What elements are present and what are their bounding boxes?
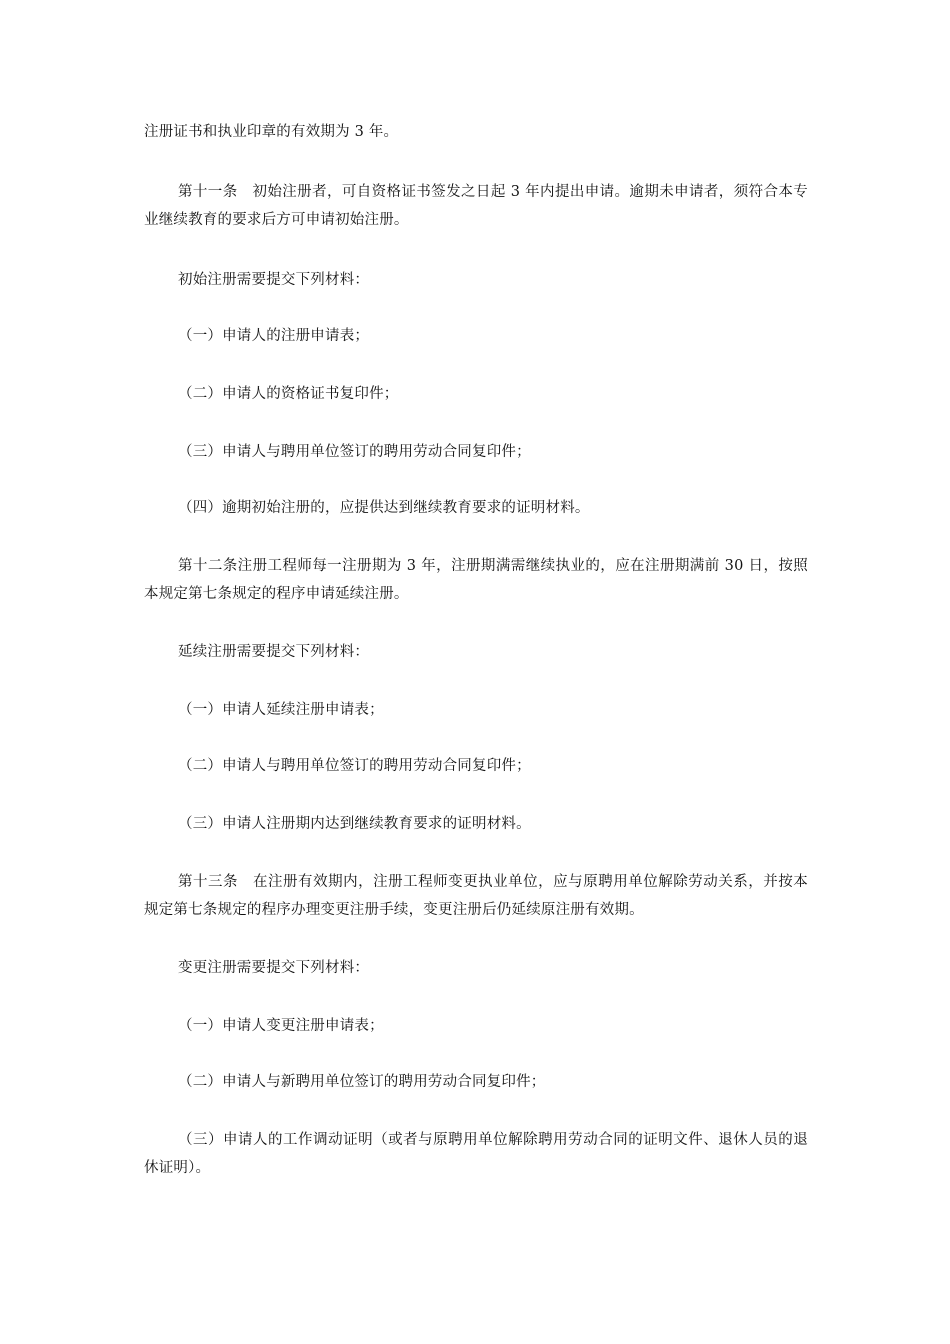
paragraph-article-11: 第十一条 初始注册者，可自资格证书签发之日起 3 年内提出申请。逾期未申请者，须符合本专业继续教育的要求后方可申请初始注册。	[144, 184, 808, 228]
list-item-renewal-2: （二）申请人与聘用单位签订的聘用劳动合同复印件；	[178, 758, 531, 774]
paragraph-article-13: 第十三条 在注册有效期内，注册工程师变更执业单位，应与原聘用单位解除劳动关系，并按本规定第七条规定的程序办理变更注册手续，变更注册后仍延续原注册有效期。	[144, 874, 808, 918]
paragraph-change-materials-heading: 变更注册需要提交下列材料：	[178, 960, 370, 976]
list-item-renewal-3: （三）申请人注册期内达到继续教育要求的证明材料。	[178, 816, 531, 832]
paragraph-certificate-validity: 注册证书和执业印章的有效期为 3 年。	[144, 124, 399, 140]
list-item-initial-1: （一）申请人的注册申请表；	[178, 328, 370, 344]
list-item-change-3: （三）申请人的工作调动证明（或者与原聘用单位解除聘用劳动合同的证明文件、退休人员的退休证明）。	[144, 1132, 808, 1176]
list-item-initial-2: （二）申请人的资格证书复印件；	[178, 386, 399, 402]
list-item-change-1: （一）申请人变更注册申请表；	[178, 1018, 384, 1034]
list-item-initial-3: （三）申请人与聘用单位签订的聘用劳动合同复印件；	[178, 444, 531, 460]
paragraph-article-12: 第十二条注册工程师每一注册期为 3 年，注册期满需继续执业的，应在注册期满前 30 日，按照本规定第七条规定的程序申请延续注册。	[144, 558, 808, 602]
list-item-initial-4: （四）逾期初始注册的，应提供达到继续教育要求的证明材料。	[178, 500, 590, 516]
paragraph-renewal-materials-heading: 延续注册需要提交下列材料：	[178, 644, 370, 660]
list-item-renewal-1: （一）申请人延续注册申请表；	[178, 702, 384, 718]
list-item-change-2: （二）申请人与新聘用单位签订的聘用劳动合同复印件；	[178, 1074, 546, 1090]
paragraph-initial-materials-heading: 初始注册需要提交下列材料：	[178, 272, 370, 288]
